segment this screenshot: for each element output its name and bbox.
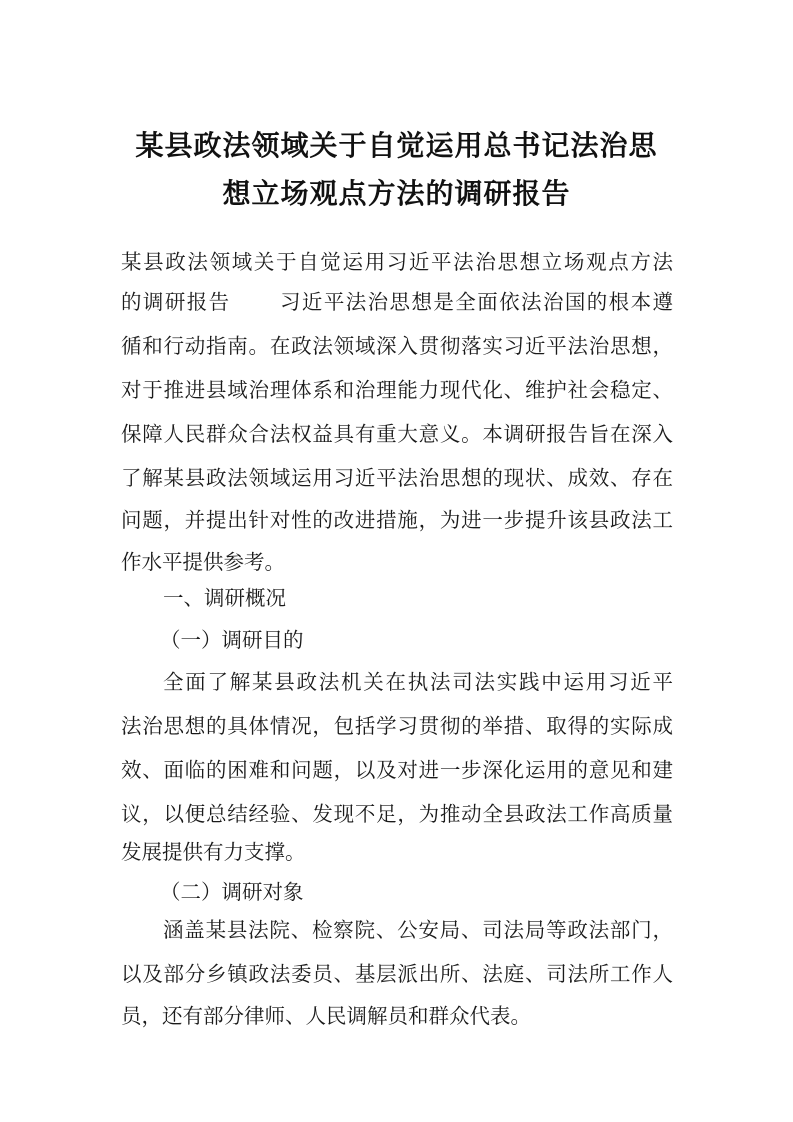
intro-line-5: 保障人民群众合法权益具有重大意义。本调研报告旨在深入 bbox=[121, 422, 673, 446]
sub1-line-3: 效、面临的困难和问题，以及对进一步深化运用的意见和建 bbox=[121, 758, 673, 782]
intro-line-4: 对于推进县域治理体系和治理能力现代化、维护社会稳定、 bbox=[121, 378, 673, 402]
intro-line-6: 了解某县政法领域运用习近平法治思想的现状、成效、存在 bbox=[121, 466, 673, 490]
sub1-line-2: 法治思想的具体情况，包括学习贯彻的举措、取得的实际成 bbox=[121, 714, 673, 738]
sub2-line-3: 员，还有部分律师、人民调解员和群众代表。 bbox=[121, 1004, 531, 1028]
sub1-line-4: 议，以便总结经验、发现不足，为推动全县政法工作高质量 bbox=[121, 802, 673, 826]
section-1-heading: 一、调研概况 bbox=[163, 586, 286, 610]
subsection-1-heading: （一）调研目的 bbox=[160, 628, 304, 652]
intro-line-1: 某县政法领域关于自觉运用习近平法治思想立场观点方法 bbox=[121, 250, 673, 274]
intro-line-8: 作水平提供参考。 bbox=[121, 550, 285, 574]
sub1-line-5: 发展提供有力支撑。 bbox=[121, 840, 306, 864]
document-title-line-1: 某县政法领域关于自觉运用总书记法治思 bbox=[135, 129, 658, 162]
sub1-line-1: 全面了解某县政法机关在执法司法实践中运用习近平 bbox=[163, 670, 673, 694]
intro-line-3: 循和行动指南。在政法领域深入贯彻落实习近平法治思想， bbox=[121, 334, 673, 358]
sub2-line-2: 以及部分乡镇政法委员、基层派出所、法庭、司法所工作人 bbox=[121, 962, 673, 986]
sub2-line-1: 涵盖某县法院、检察院、公安局、司法局等政法部门， bbox=[163, 918, 673, 942]
intro-line-7: 问题，并提出针对性的改进措施，为进一步提升该县政法工 bbox=[121, 508, 673, 532]
intro-line-2 bbox=[121, 282, 673, 322]
intro-line-2-body: 习近平法治思想是全面依法治国的根本遵 bbox=[278, 290, 674, 314]
intro-line-2-report-title: 的调研报告 bbox=[121, 290, 231, 314]
document-title-line-2: 想立场观点方法的调研报告 bbox=[222, 177, 571, 210]
subsection-2-heading: （二）调研对象 bbox=[160, 880, 304, 904]
